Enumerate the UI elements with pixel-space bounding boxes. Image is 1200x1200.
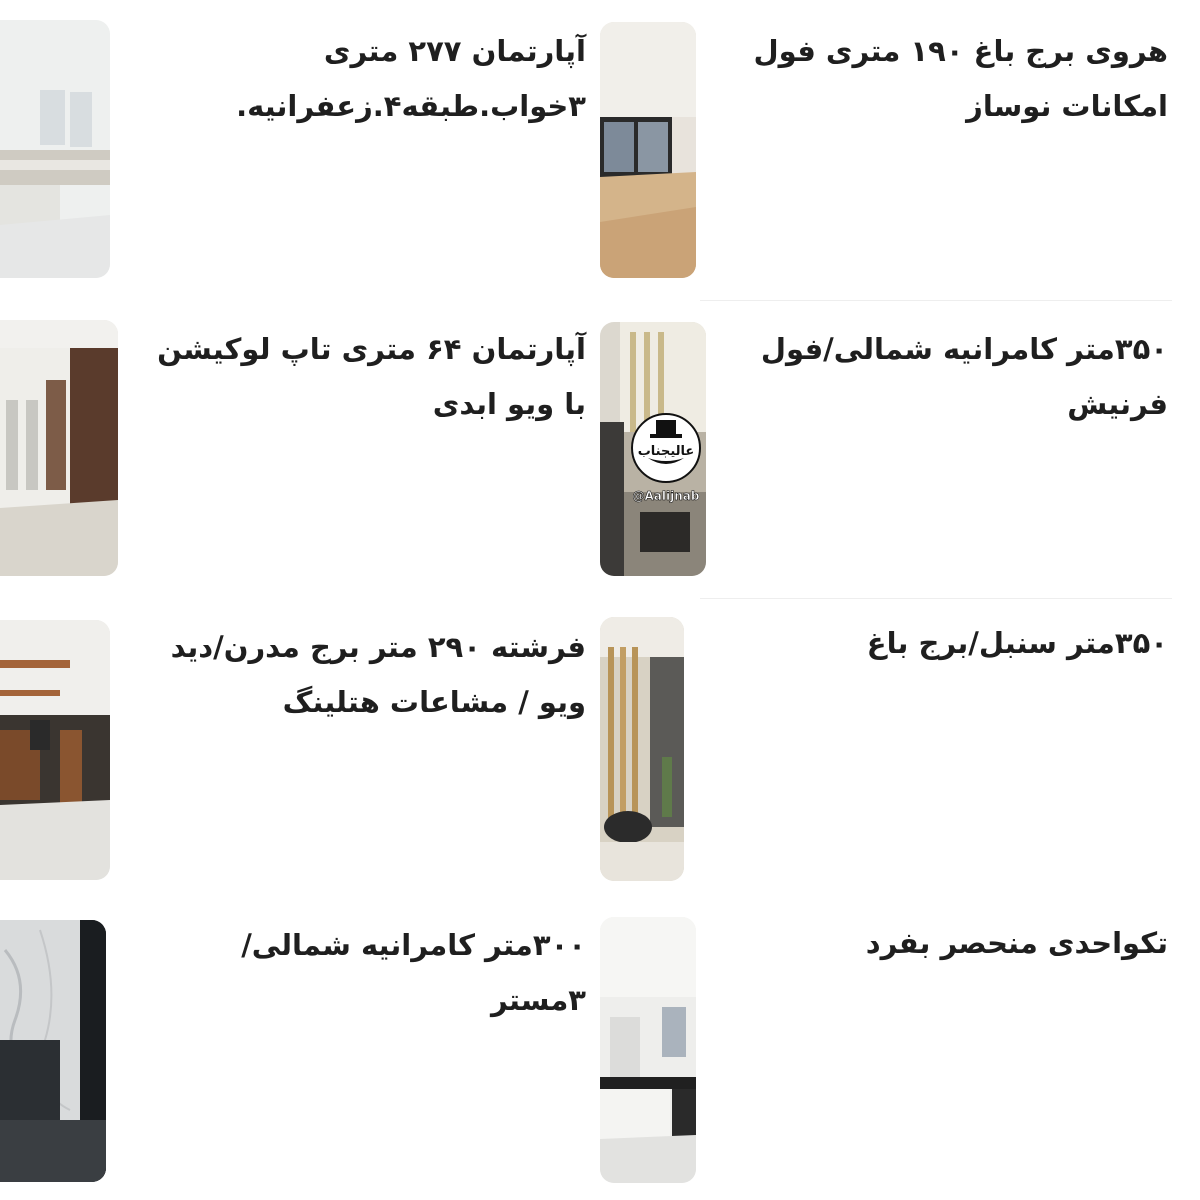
listing-photo[interactable] xyxy=(600,22,696,278)
listing-title[interactable]: ۳۵۰متر کامرانیه شمالی/فول فرنیش xyxy=(760,332,1168,421)
listing-title[interactable]: هروی برج باغ ۱۹۰ متری فول امکانات نوساز xyxy=(753,34,1168,123)
row-divider xyxy=(700,598,1172,599)
listing-title[interactable]: فرشته ۲۹۰ متر برج مدرن/دید ویو / مشاعات هتلینگ xyxy=(170,630,586,719)
watermark-logo xyxy=(618,408,714,518)
listing-photo[interactable] xyxy=(600,917,696,1183)
listing-photo[interactable] xyxy=(0,920,106,1182)
listing-title[interactable]: آپارتمان ۲۷۷ متری ۳خواب.طبقه۴.زعفرانیه. xyxy=(236,34,586,123)
listing-title[interactable]: ۳۵۰متر سنبل/برج باغ xyxy=(866,626,1168,660)
listing-photo[interactable] xyxy=(0,620,110,880)
listing-photo[interactable] xyxy=(0,320,118,576)
listing-title[interactable]: ۳۰۰متر کامرانیه شمالی/۳مستر xyxy=(241,928,586,1017)
listing-title[interactable]: تکواحدی منحصر بفرد xyxy=(865,926,1168,960)
listing-photo[interactable] xyxy=(600,617,684,881)
row-divider xyxy=(700,300,1172,301)
watermark-handle: @Aalijnab xyxy=(632,489,700,503)
listing-title[interactable]: آپارتمان ۶۴ متری تاپ لوکیشن با ویو ابدی xyxy=(157,332,586,421)
listing-photo[interactable] xyxy=(0,20,110,278)
watermark-logo-text: عالیجناب xyxy=(637,444,695,459)
